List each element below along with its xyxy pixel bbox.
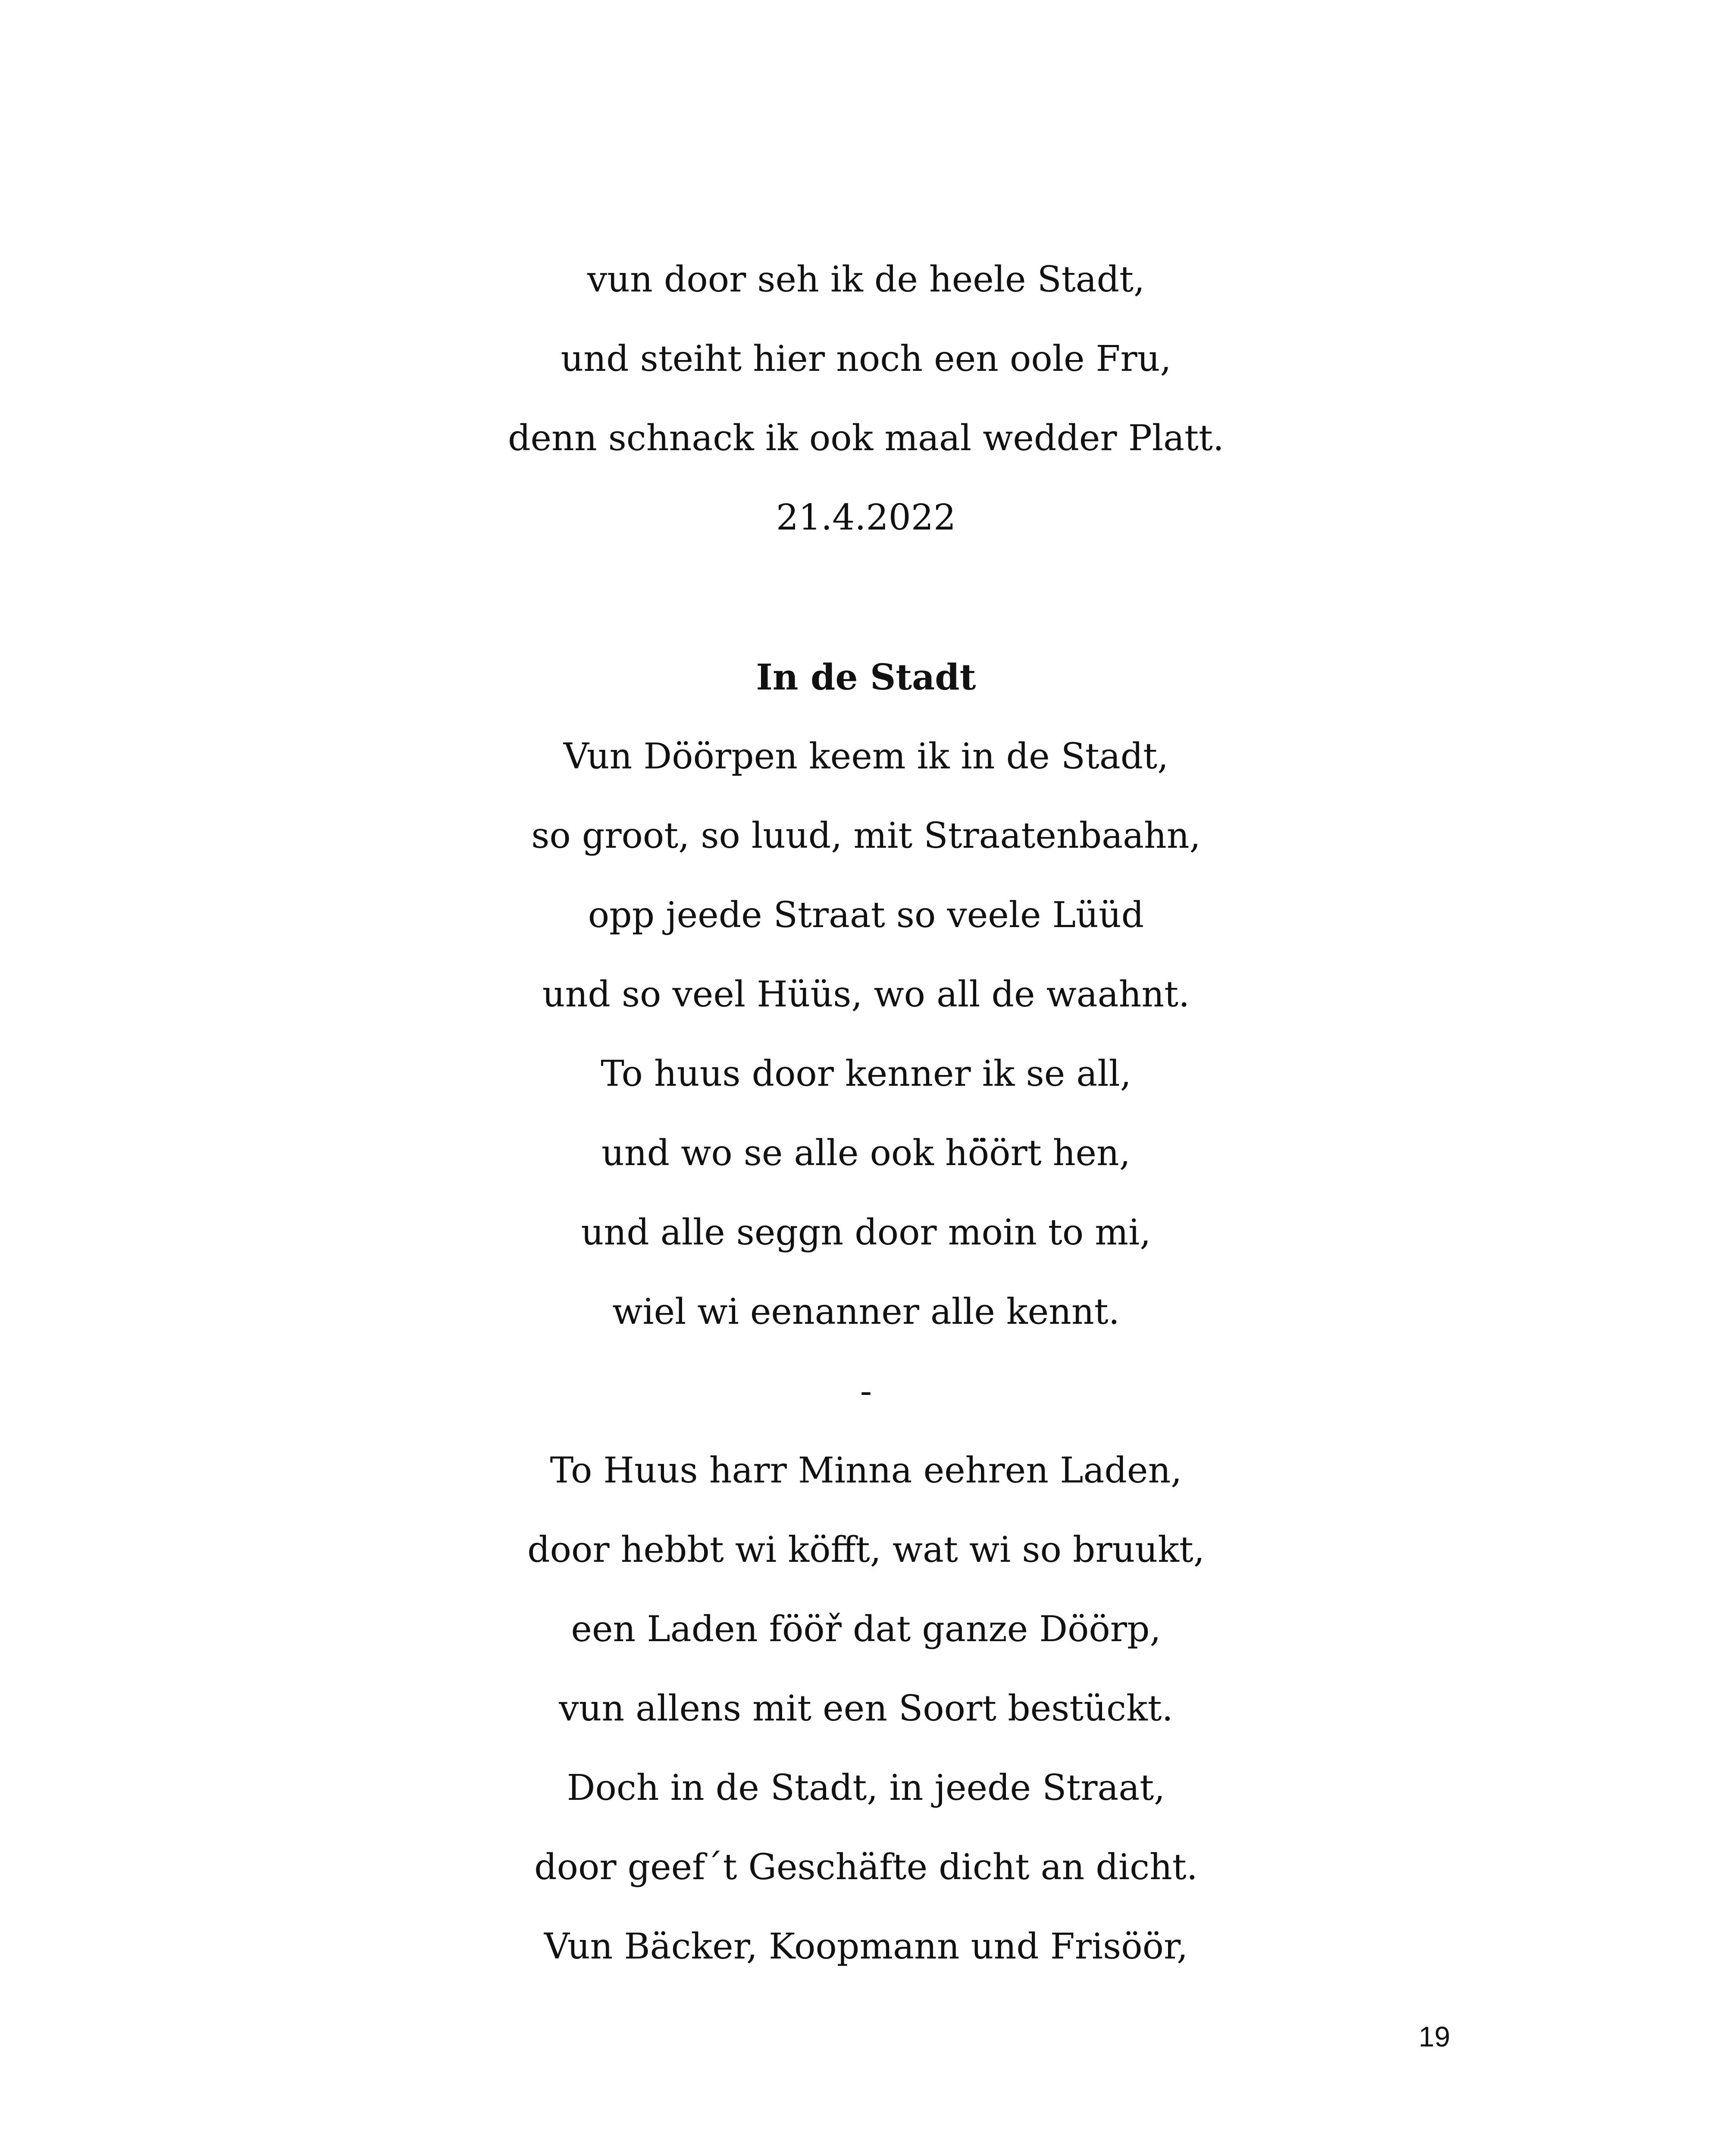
page-number: 19 xyxy=(1419,2021,1450,2053)
poem-line: und steiht hier noch een oole Fru, xyxy=(561,338,1171,379)
stanza-separator: - xyxy=(860,1371,872,1412)
poem-line: door geef´t Geschäfte dicht an dicht. xyxy=(534,1847,1198,1888)
poem-line: Vun Bäcker, Koopmann und Frisöör, xyxy=(544,1926,1188,1967)
poem-title: In de Stadt xyxy=(756,657,976,698)
poem-line: door hebbt wi köfft, wat wi so bruukt, xyxy=(527,1529,1205,1570)
poem-line: Doch in de Stadt, in jeede Straat, xyxy=(567,1767,1165,1808)
poem-line: vun door seh ik de heele Stadt, xyxy=(587,259,1145,300)
poem-line: und alle seggn door moin to mi, xyxy=(581,1212,1151,1253)
poem-line: so groot, so luud, mit Straatenbaahn, xyxy=(531,815,1201,856)
poem-line: opp jeede Straat so veele Lüüd xyxy=(588,895,1144,936)
poem-line: wiel wi eenanner alle kennt. xyxy=(612,1291,1120,1332)
poem-line: To Huus harr Minna eehren Laden, xyxy=(550,1450,1182,1491)
poem-line: een Laden fööř dat ganze Döörp, xyxy=(571,1609,1161,1650)
poem-line: Vun Döörpen keem ik in de Stadt, xyxy=(563,736,1169,777)
poem-line: To huus door kenner ik se all, xyxy=(601,1053,1131,1094)
poem-line: vun allens mit een Soort bestückt. xyxy=(559,1688,1173,1729)
poem-line: und wo se alle ook hö̈ört hen, xyxy=(601,1133,1131,1174)
poem-date: 21.4.2022 xyxy=(776,497,956,538)
poem-line: denn schnack ik ook maal wedder Platt. xyxy=(508,418,1224,459)
poem-line: und so veel Hüüs, wo all de waahnt. xyxy=(542,974,1190,1015)
